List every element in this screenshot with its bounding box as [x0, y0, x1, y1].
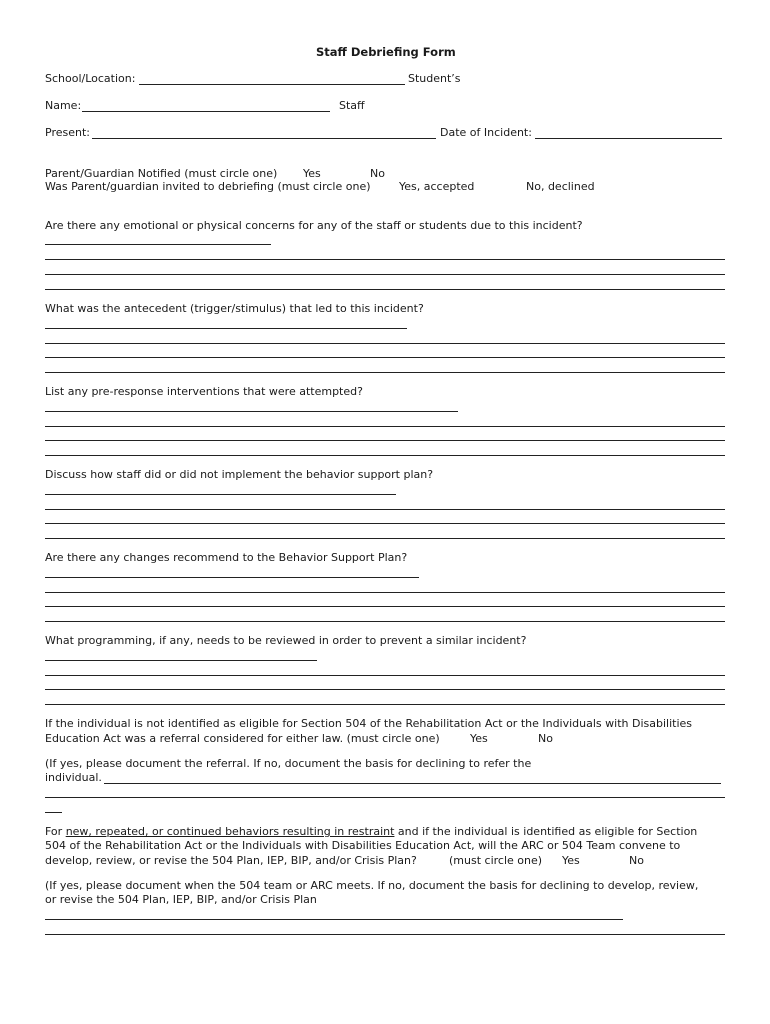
parent-invited-no[interactable]: No, declined: [526, 180, 595, 193]
question-plan-changes: Are there any changes recommend to the Behavior Support Plan?: [45, 551, 408, 564]
restraint-no[interactable]: No: [629, 854, 644, 867]
answer-line[interactable]: [45, 689, 725, 690]
answer-line[interactable]: [45, 797, 725, 798]
parent-notified-no[interactable]: No: [370, 167, 385, 180]
question-emotional-concerns: Are there any emotional or physical concerns for any of the staff or students due to this incident?: [45, 219, 583, 232]
present-label: Present:: [45, 126, 90, 139]
answer-line[interactable]: [45, 621, 725, 622]
restraint-text-line3: develop, review, or revise the 504 Plan, IEP, BIP, and/or Crisis Plan?: [45, 854, 417, 867]
answer-line[interactable]: [45, 289, 725, 290]
parent-invited-yes[interactable]: Yes, accepted: [399, 180, 475, 193]
restraint-prefix: For: [45, 825, 66, 838]
restraint-doc-line2: or revise the 504 Plan, IEP, BIP, and/or Crisis Plan: [45, 893, 317, 906]
restraint-suffix: and if the individual is identified as eligible for Section: [394, 825, 698, 838]
answer-line[interactable]: [45, 538, 725, 539]
parent-invited-label: Was Parent/guardian invited to debriefing (must circle one): [45, 180, 371, 193]
name-field[interactable]: [82, 111, 330, 112]
students-label: Student’s: [408, 72, 461, 85]
form-title: Staff Debriefing Form: [316, 45, 456, 59]
restraint-doc-line1: (If yes, please document when the 504 team or ARC meets. If no, document the basis for declining to develop, review,: [45, 879, 699, 892]
section504-doc-line1: (If yes, please document the referral. If no, document the basis for declining to refer the: [45, 757, 532, 770]
section504-yes[interactable]: Yes: [470, 732, 488, 745]
parent-notified-label: Parent/Guardian Notified (must circle one): [45, 167, 278, 180]
section504-text-line2: Education Act was a referral considered for either law. (must circle one): [45, 732, 440, 745]
school-location-field[interactable]: [139, 84, 405, 85]
name-label: Name:: [45, 99, 82, 112]
answer-line[interactable]: [45, 455, 725, 456]
restraint-text-line2: 504 of the Rehabilitation Act or the Individuals with Disabilities Education Act, will the ARC or 504 Team convene to: [45, 839, 681, 852]
answer-line[interactable]: [45, 523, 725, 524]
restraint-yes[interactable]: Yes: [562, 854, 580, 867]
question-behavior-plan: Discuss how staff did or did not implement the behavior support plan?: [45, 468, 434, 481]
answer-line[interactable]: [45, 411, 458, 412]
section504-doc-line2: individual.: [45, 771, 102, 784]
answer-line[interactable]: [45, 357, 725, 358]
school-location-label: School/Location:: [45, 72, 136, 85]
answer-line[interactable]: [45, 606, 725, 607]
answer-line[interactable]: [45, 494, 396, 495]
answer-line[interactable]: [45, 704, 725, 705]
answer-line[interactable]: [45, 675, 725, 676]
answer-line[interactable]: [45, 426, 725, 427]
section504-no[interactable]: No: [538, 732, 553, 745]
answer-line[interactable]: [45, 343, 725, 344]
answer-line[interactable]: [45, 660, 317, 661]
answer-line[interactable]: [45, 274, 725, 275]
date-of-incident-field[interactable]: [535, 138, 722, 139]
answer-line[interactable]: [45, 440, 725, 441]
answer-line[interactable]: [45, 592, 725, 593]
answer-line[interactable]: [45, 328, 407, 329]
present-field[interactable]: [92, 138, 436, 139]
question-interventions: List any pre-response interventions that were attempted?: [45, 385, 363, 398]
answer-line[interactable]: [45, 577, 419, 578]
answer-line[interactable]: [45, 509, 725, 510]
answer-line[interactable]: [45, 259, 725, 260]
answer-line[interactable]: [45, 372, 725, 373]
question-programming: What programming, if any, needs to be reviewed in order to prevent a similar incident?: [45, 634, 527, 647]
parent-notified-yes[interactable]: Yes: [303, 167, 321, 180]
question-antecedent: What was the antecedent (trigger/stimulus) that led to this incident?: [45, 302, 424, 315]
restraint-text-line1: [45, 825, 697, 838]
answer-line[interactable]: [104, 783, 721, 784]
answer-line[interactable]: [45, 244, 271, 245]
restraint-must-circle: (must circle one): [449, 854, 543, 867]
answer-line[interactable]: [45, 919, 623, 920]
section504-text-line1: If the individual is not identified as eligible for Section 504 of the Rehabilitation Act or the Individuals with Disabilities: [45, 717, 693, 730]
answer-line[interactable]: [45, 812, 62, 813]
date-of-incident-label: Date of Incident:: [440, 126, 532, 139]
answer-line[interactable]: [45, 934, 725, 935]
staff-label: Staff: [339, 99, 365, 112]
restraint-underlined: new, repeated, or continued behaviors resulting in restraint: [65, 825, 395, 838]
